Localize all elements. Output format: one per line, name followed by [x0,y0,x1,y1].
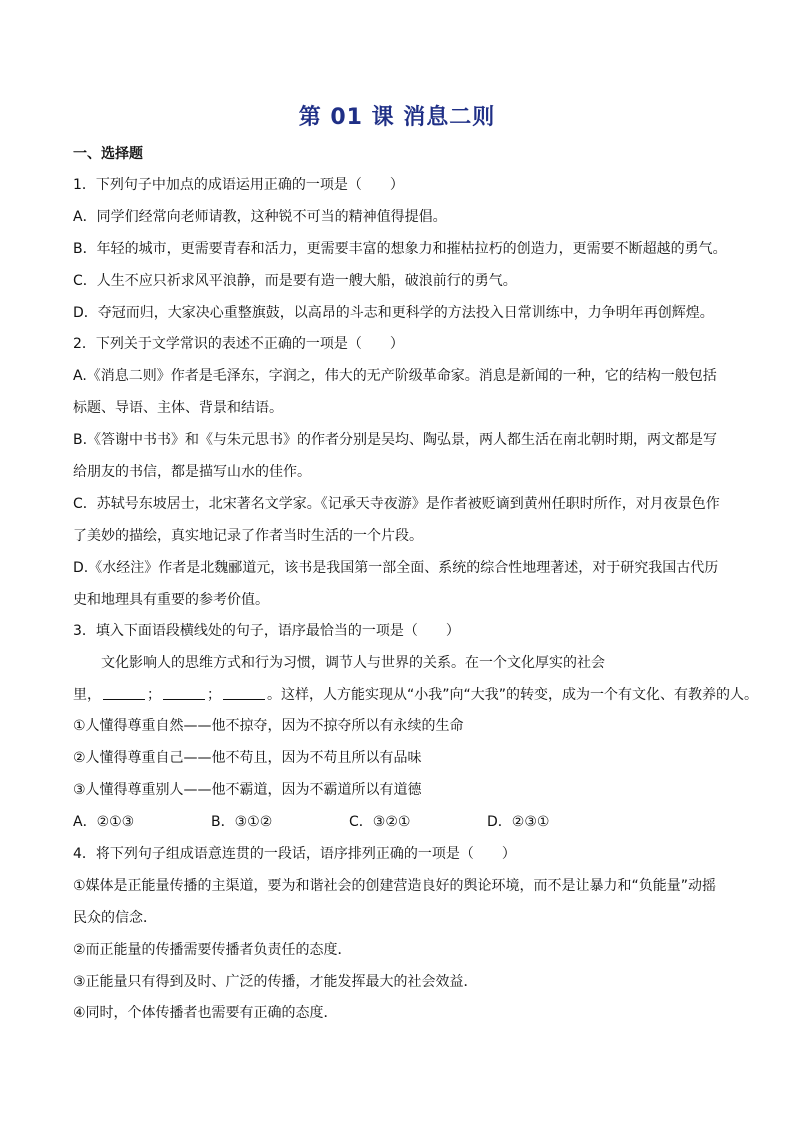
q3-stem: 3．填入下面语段横线处的句子，语序最恰当的一项是（ ） [73,623,460,639]
q3-passage-start: 里， [73,687,101,703]
q4-sentence-1-line2: 民众的信念． [73,910,157,926]
blank-1 [103,685,145,700]
q3-options [73,812,733,832]
q1-option-c: C．人生不应只祈求风平浪静，而是要有造一艘大船，破浪前行的勇气。 [73,273,517,289]
q3-passage-end: 。这样，人方能实现从“小我”向“大我”的转变，成为一个有文化、有教养的人。 [267,687,759,703]
q2-option-b-line2: 给朋友的书信，都是描写山水的佳作。 [73,464,311,480]
section-heading: 一、选择题 [73,146,143,162]
q3-option-c: C．③②① [349,814,411,830]
q4-stem: 4．将下列句子组成语意连贯的一段话，语序排列正确的一项是（ ） [73,846,516,862]
q2-option-c-line2: 了美妙的描绘，真实地记录了作者当时生活的一个片段。 [73,528,423,544]
q2-option-a-line1: A.《消息二则》作者是毛泽东，字润之，伟大的无产阶级革命家。消息是新闻的一种，它的结构一般包括 [73,368,717,384]
q4-sentence-2: ②而正能量的传播需要传播者负责任的态度． [73,942,352,958]
blank-3 [223,685,265,700]
q3-sentence-1: ①人懂得尊重自然——他不掠夺，因为不掠夺所以有永续的生命 [73,718,464,734]
q2-option-c-line1: C．苏轼号东坡居士，北宋著名文学家。《记承天寺夜游》是作者被贬谪到黄州任职时所作，对月夜景色作 [73,496,720,512]
q3-option-d: D．②③① [487,814,550,830]
q3-sentence-2: ②人懂得尊重自己——他不苟且，因为不苟且所以有品味 [73,750,422,766]
q4-sentence-4: ④同时，个体传播者也需要有正确的态度． [73,1005,338,1021]
q1-option-a: A．同学们经常向老师请教，这种锐不可当的精神值得提倡。 [73,209,447,225]
q3-separator-1: ； [147,687,161,703]
q2-option-b-line1: B.《答谢中书书》和《与朱元思书》的作者分别是吴均、陶弘景，两人都生活在南北朝时期，两文都是写 [73,432,718,448]
q4-sentence-3: ③正能量只有得到及时、广泛的传播，才能发挥最大的社会效益． [73,974,478,990]
blank-2 [163,685,205,700]
q1-option-d: D．夺冠而归，大家决心重整旗鼓，以高昂的斗志和更科学的方法投入日常训练中，力争明年再创辉煌。 [73,305,714,321]
q2-option-d-line1: D.《水经注》作者是北魏郦道元，该书是我国第一部全面、系统的综合性地理著述，对于研究我国古代历 [73,560,719,576]
q2-stem: 2．下列关于文学常识的表述不正确的一项是（ ） [73,336,404,352]
q3-separator-2: ； [207,687,221,703]
q1-stem: 1．下列句子中加点的成语运用正确的一项是（ ） [73,177,404,193]
q3-option-a: A．②①③ [73,814,135,830]
q2-option-d-line2: 史和地理具有重要的参考价值。 [73,592,269,608]
q3-passage-line2 [73,685,759,705]
q2-option-a-line2: 标题、导语、主体、背景和结语。 [73,400,283,416]
q1-option-b: B．年轻的城市，更需要青春和活力，更需要丰富的想象力和摧枯拉朽的创造力，更需要不断超越的勇气。 [73,241,727,257]
q4-sentence-1-line1: ①媒体是正能量传播的主渠道，要为和谐社会的创建营造良好的舆论环境，而不是让暴力和“负能量”动摇 [73,878,717,894]
page-title: 第 01 课 消息二则 [298,105,496,130]
q3-sentence-3: ③人懂得尊重别人——他不霸道，因为不霸道所以有道德 [73,782,422,798]
q3-passage-line1: 文化影响人的思维方式和行为习惯，调节人与世界的关系。在一个文化厚实的社会 [101,655,605,671]
q3-option-b: B．③①② [211,814,273,830]
